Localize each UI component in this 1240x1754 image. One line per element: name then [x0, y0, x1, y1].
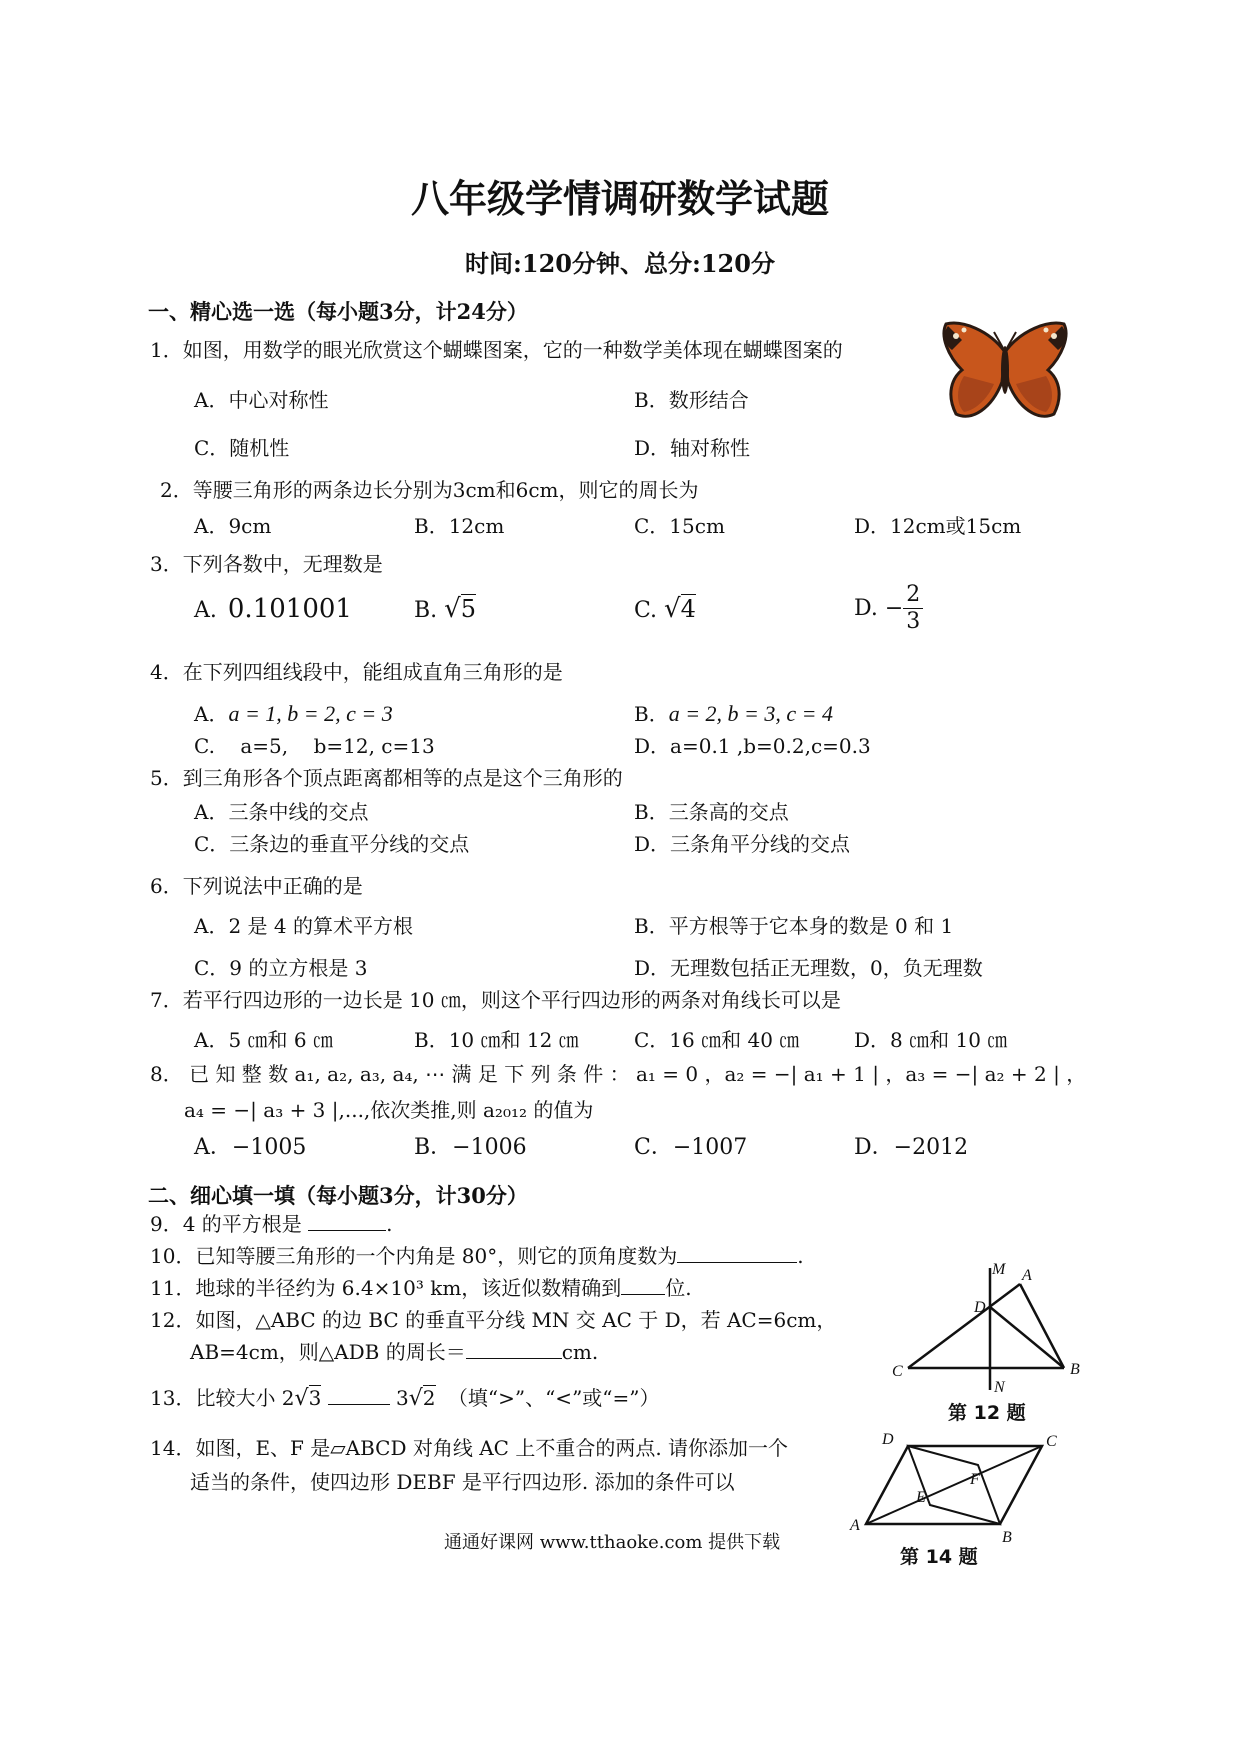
- figure-12: [880, 1262, 1090, 1402]
- label-a: A: [1022, 1267, 1032, 1284]
- q9-answer-blank[interactable]: [308, 1212, 386, 1231]
- label-a: A: [850, 1517, 860, 1534]
- q9-text: 9．4 的平方根是: [150, 1212, 302, 1236]
- q1-option-c: C．随机性: [194, 436, 290, 460]
- q3-option-b-value: 5: [460, 595, 477, 623]
- q4-option-b: [634, 702, 833, 726]
- q6-option-c: C．9 的立方根是 3: [194, 956, 368, 980]
- q9-suffix: .: [386, 1212, 393, 1236]
- q2-option-d: D．12cm或15cm: [854, 514, 1022, 538]
- q7-option-c: C．16 ㎝和 40 ㎝: [634, 1028, 800, 1052]
- q3-option-c-label: C.: [634, 598, 658, 623]
- footer-text: 通通好课网 www.tthaoke.com 提供下载: [444, 1532, 781, 1553]
- q9: [150, 1212, 393, 1236]
- q2-option-c: C．15cm: [634, 514, 725, 538]
- figure-12-caption: 第 12 题: [948, 1402, 1026, 1424]
- q1-option-a: A．中心对称性: [194, 388, 329, 412]
- q12-line1: 12．如图，△ABC 的边 BC 的垂直平分线 MN 交 AC 于 D，若 AC=6cm，: [150, 1308, 837, 1332]
- q6-option-b: B．平方根等于它本身的数是 0 和 1: [634, 914, 954, 938]
- label-c: C: [892, 1363, 903, 1380]
- q5-option-b: B．三条高的交点: [634, 800, 789, 824]
- q10-text: 10．已知等腰三角形的一个内角是 80°，则它的顶角度数为: [150, 1244, 678, 1268]
- label-b: B: [1070, 1361, 1080, 1378]
- q7-stem: 7．若平行四边形的一边长是 10 ㎝，则这个平行四边形的两条对角线长可以是: [150, 988, 841, 1012]
- q4-option-a: [194, 702, 393, 726]
- page-subtitle: 时间:120分钟、总分:120分: [465, 249, 775, 278]
- sqrt-symbol-icon: √: [408, 1386, 423, 1411]
- label-m: M: [992, 1262, 1006, 1278]
- q10-answer-blank[interactable]: [677, 1244, 797, 1263]
- q3-option-d-sign: −: [884, 596, 904, 621]
- q4-option-b-value: a = 2, b = 3, c = 4: [668, 701, 834, 726]
- q3-option-d-fraction: [903, 582, 923, 635]
- q7-option-b: B．10 ㎝和 12 ㎝: [414, 1028, 579, 1052]
- section1-heading: 一、精心选一选（每小题3分，计24分）: [148, 299, 528, 324]
- q3-option-a-label: A.: [194, 598, 217, 623]
- q5-option-c: C．三条边的垂直平分线的交点: [194, 832, 470, 856]
- q8-stem-line1: 8． 已 知 整 数 a₁, a₂, a₃, a₄, ⋯ 满 足 下 列 条 件 ： a₁ = 0 ，a₂ = −| a₁ + 1 | ，a₃ = −| a₂ + 2 | ，: [150, 1062, 1087, 1086]
- q13-answer-blank[interactable]: [328, 1386, 390, 1405]
- q11-text: 11．地球的半径约为 6.4×10³ km，该近似数精确到: [150, 1276, 622, 1300]
- q11-suffix: 位.: [665, 1276, 692, 1300]
- label-c: C: [1046, 1433, 1057, 1450]
- q4-stem: 4．在下列四组线段中，能组成直角三角形的是: [150, 660, 563, 684]
- page-title: 八年级学情调研数学试题: [410, 177, 829, 221]
- label-f: F: [970, 1471, 980, 1488]
- q1-stem: 1．如图，用数学的眼光欣赏这个蝴蝶图案，它的一种数学美体现在蝴蝶图案的: [150, 338, 843, 362]
- q3-option-b: [414, 594, 476, 624]
- q1-option-d: D．轴对称性: [634, 436, 751, 460]
- label-d: D: [882, 1431, 894, 1448]
- q2-option-b: B．12cm: [414, 514, 505, 538]
- q8-option-c: C．−1007: [634, 1135, 748, 1160]
- q8-option-a: A．−1005: [194, 1135, 307, 1160]
- butterfly-image: [934, 318, 1076, 430]
- q3-option-a-value: 0.101001: [227, 594, 352, 624]
- label-e: E: [916, 1489, 926, 1506]
- q13-root1: 3: [308, 1386, 322, 1410]
- q4-option-d: D．a=0.1 ,b=0.2,c=0.3: [634, 734, 871, 758]
- q13-root2: 2: [422, 1386, 436, 1410]
- q4-option-a-label: A．: [194, 702, 229, 726]
- q14-line2: 适当的条件，使四边形 DEBF 是平行四边形. 添加的条件可以: [190, 1470, 735, 1494]
- q3-option-d: [854, 582, 923, 635]
- fraction-numerator: 2: [903, 582, 923, 609]
- section2-heading: 二、细心填一填（每小题3分，计30分）: [148, 1183, 528, 1208]
- label-n: N: [994, 1379, 1005, 1396]
- q2-option-a: A．9cm: [194, 514, 272, 538]
- label-b: B: [1002, 1529, 1012, 1546]
- q8-option-d: D．−2012: [854, 1135, 969, 1160]
- figure-14: [844, 1430, 1064, 1550]
- q12-suffix: cm.: [561, 1340, 599, 1364]
- q12-line2: [190, 1340, 598, 1364]
- q3-option-c: [634, 594, 696, 624]
- q13-text: 13．比较大小 2: [150, 1386, 295, 1410]
- q13: [150, 1386, 660, 1411]
- q11: [150, 1276, 692, 1300]
- q6-stem: 6．下列说法中正确的是: [150, 874, 363, 898]
- q14-line1: 14．如图，E、F 是▱ABCD 对角线 AC 上不重合的两点. 请你添加一个: [150, 1436, 789, 1460]
- q13-coef2: 3: [396, 1386, 409, 1410]
- q8-stem-line2: a₄ = −| a₃ + 3 |,...,依次类推,则 a₂₀₁₂ 的值为: [184, 1098, 594, 1122]
- q6-option-d: D．无理数包括正无理数，0，负无理数: [634, 956, 983, 980]
- line-ca: [908, 1284, 1020, 1368]
- sqrt-symbol-icon: √: [444, 594, 461, 624]
- q4-option-c: C. a=5, b=12, c=13: [194, 734, 435, 758]
- q10-suffix: .: [797, 1244, 804, 1268]
- q7-option-d: D．8 ㎝和 10 ㎝: [854, 1028, 1008, 1052]
- q12-answer-blank[interactable]: [466, 1340, 562, 1359]
- line-ab: [1020, 1284, 1064, 1368]
- label-d: D: [974, 1299, 986, 1316]
- q3-option-d-label: D.: [854, 596, 878, 621]
- q6-option-a: A．2 是 4 的算术平方根: [194, 914, 413, 938]
- sqrt-symbol-icon: √: [664, 594, 681, 624]
- q2-stem: 2．等腰三角形的两条边长分别为3cm和6cm，则它的周长为: [160, 478, 699, 502]
- q1-option-b: B．数形结合: [634, 388, 749, 412]
- sqrt-symbol-icon: √: [294, 1386, 309, 1411]
- figure-14-caption: 第 14 题: [900, 1546, 978, 1568]
- q8-option-b: B．−1006: [414, 1135, 527, 1160]
- line-db: [990, 1307, 1064, 1368]
- q11-answer-blank[interactable]: [621, 1276, 665, 1295]
- q3-stem: 3．下列各数中，无理数是: [150, 552, 383, 576]
- q5-option-d: D．三条角平分线的交点: [634, 832, 851, 856]
- q5-option-a: A．三条中线的交点: [194, 800, 369, 824]
- q3-option-c-value: 4: [680, 595, 696, 623]
- q4-option-b-label: B．: [634, 702, 669, 726]
- q3-option-b-label: B.: [414, 598, 438, 623]
- q12-text: AB=4cm，则△ADB 的周长＝: [190, 1340, 466, 1364]
- q4-option-a-value: a = 1, b = 2, c = 3: [228, 701, 393, 726]
- q13-hint: （填“>”、“<”或“=”）: [447, 1386, 660, 1410]
- fraction-denominator: 3: [906, 609, 921, 634]
- butterfly-body: [1001, 346, 1009, 394]
- q10: [150, 1244, 804, 1268]
- q5-stem: 5．到三角形各个顶点距离都相等的点是这个三角形的: [150, 766, 623, 790]
- q3-option-a: [194, 594, 352, 624]
- q7-option-a: A．5 ㎝和 6 ㎝: [194, 1028, 333, 1052]
